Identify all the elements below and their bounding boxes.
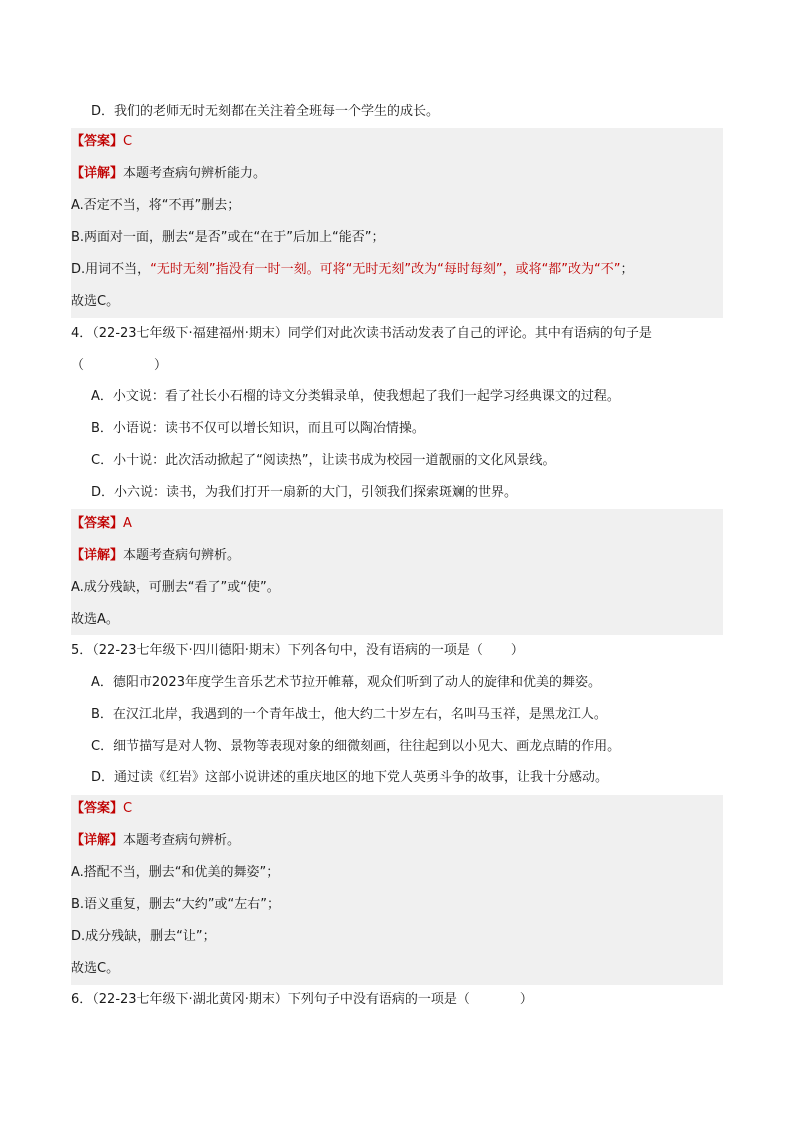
- q5-detail-line: [71, 831, 240, 851]
- q3-answer-line: [71, 132, 132, 152]
- q4-explain-a: A.成分残缺，可删去“看了”或“使”。: [71, 580, 280, 595]
- detail-tag: 【详解】: [71, 548, 124, 563]
- q5-option-d: D．通过读《红岩》这部小说讲述的重庆地区的地下党人英勇斗争的故事，让我十分感动。: [91, 770, 609, 785]
- question-text: 下列句子中没有语病的一项是（: [287, 992, 470, 1007]
- q3-conclusion: 故选C。: [71, 294, 120, 309]
- q4-option-b: B．小语说：读书不仅可以增长知识，而且可以陶冶情操。: [91, 421, 425, 436]
- answer-value: C: [123, 801, 133, 816]
- q5-conclusion: 故选C。: [71, 961, 120, 976]
- q3-option-d: D．我们的老师无时无刻都在关注着全班每一个学生的成长。: [91, 104, 440, 119]
- q5-option-c: C．细节描写是对人物、景物等表现对象的细微刻画，往往起到以小见大、画龙点睛的作用。: [91, 739, 621, 754]
- detail-tag: 【详解】: [71, 166, 124, 181]
- answer-tag: 【答案】: [71, 516, 124, 531]
- q4-answer-line: [71, 514, 132, 534]
- q5-answer-block: [71, 795, 723, 985]
- paren-close: ）: [519, 992, 533, 1007]
- q5-explain-a: A.搭配不当，删去“和优美的舞姿”；: [71, 865, 280, 880]
- question-source: （22-23七年级下·湖北黄冈·期末）: [92, 992, 288, 1007]
- paren-open: （: [71, 358, 85, 373]
- q3-explain-a: A.否定不当，将“不再”删去；: [71, 198, 241, 213]
- q5-answer-line: [71, 799, 132, 819]
- q6-stem: [71, 990, 533, 1010]
- q4-option-c: C．小十说：此次活动掀起了“阅读热”，让读书成为校园一道靓丽的文化风景线。: [91, 453, 556, 468]
- detail-tag: 【详解】: [71, 833, 124, 848]
- q4-option-a: A．小文说：看了社长小石榴的诗文分类辑录单，使我想起了我们一起学习经典课文的过程。: [91, 389, 620, 404]
- answer-tag: 【答案】: [71, 801, 124, 816]
- explain-highlight: “无时无刻”指没有一时一刻。可将“无时无刻”改为“每时每刻”，或将“都”改为“不”: [150, 262, 621, 277]
- question-number: 6．: [71, 992, 93, 1007]
- explain-suffix: ；: [620, 262, 634, 277]
- paren-close: ）: [510, 643, 524, 658]
- paren-close: ）: [154, 358, 168, 373]
- question-source: （22-23七年级下·福建福州·期末）: [92, 326, 288, 341]
- answer-value: C: [123, 134, 133, 149]
- detail-text: 本题考查病句辨析。: [123, 833, 241, 848]
- q3-explain-b: B.两面对一面，删去“是否”或在“在于”后加上“能否”；: [71, 230, 385, 245]
- detail-text: 本题考查病句辨析能力。: [123, 166, 267, 181]
- q4-detail-line: [71, 546, 240, 566]
- explain-prefix: D.用词不当，: [71, 262, 151, 277]
- question-number: 4．: [71, 326, 93, 341]
- q3-explain-d: [71, 260, 634, 280]
- q4-paren: [71, 356, 167, 376]
- q4-conclusion: 故选A。: [71, 612, 119, 627]
- answer-value: A: [123, 516, 132, 531]
- q5-explain-b: B.语义重复，删去“大约”或“左右”；: [71, 897, 280, 912]
- q5-stem: [71, 641, 524, 661]
- q5-explain-d: D.成分残缺，删去“让”；: [71, 929, 216, 944]
- q3-answer-block: [71, 128, 723, 318]
- answer-tag: 【答案】: [71, 134, 124, 149]
- q4-answer-block: [71, 509, 723, 635]
- q4-stem: [71, 324, 652, 344]
- question-source: （22-23七年级下·四川德阳·期末）: [92, 643, 288, 658]
- question-text: 下列各句中，没有语病的一项是（: [287, 643, 483, 658]
- q4-option-d: D．小六说：读书，为我们打开一扇新的大门，引领我们探索斑斓的世界。: [91, 485, 518, 500]
- q5-option-b: B．在汉江北岸，我遇到的一个青年战士，他大约二十岁左右，名叫马玉祥，是黑龙江人。: [91, 707, 607, 722]
- q3-detail-line: [71, 164, 266, 184]
- question-text: 同学们对此次读书活动发表了自己的评论。其中有语病的句子是: [287, 326, 652, 341]
- question-number: 5．: [71, 643, 93, 658]
- detail-text: 本题考查病句辨析。: [123, 548, 241, 563]
- q5-option-a: A．德阳市2023年度学生音乐艺术节拉开帷幕，观众们听到了动人的旋律和优美的舞姿。: [91, 675, 601, 690]
